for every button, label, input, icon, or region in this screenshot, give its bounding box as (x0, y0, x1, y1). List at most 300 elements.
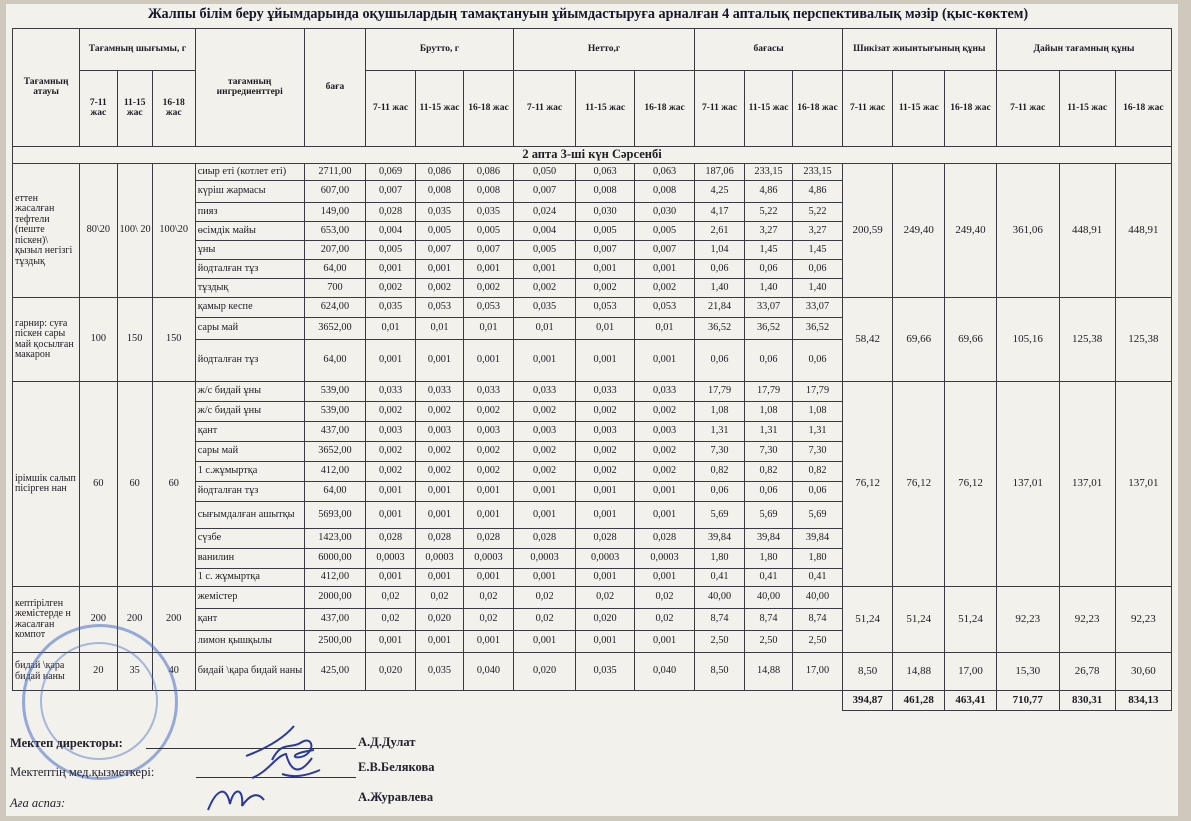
dish-raw-sum: 76,12 (842, 382, 893, 587)
ingredient-price: 2711,00 (304, 164, 366, 181)
ingredient-brutto: 0,01 (366, 318, 416, 340)
ingredient-netto: 0,0003 (513, 549, 576, 569)
ingredient-row (13, 653, 1172, 691)
ingredient-price: 64,00 (304, 482, 366, 502)
ingredient-netto: 0,035 (513, 298, 576, 318)
ingredient-netto: 0,053 (634, 298, 695, 318)
ingredient-name: тұздық (195, 279, 304, 298)
age-header-portion-age-16-18: 16-18 жас (152, 71, 195, 147)
ingredient-brutto: 0,002 (415, 462, 463, 482)
ingredient-netto: 0,003 (634, 422, 695, 442)
ingredient-name: ж/с бидай ұны (195, 402, 304, 422)
age-header-raw-age-7-11: 7-11 жас (842, 71, 893, 147)
ingredient-netto: 0,001 (576, 631, 634, 653)
ingredient-price: 539,00 (304, 382, 366, 402)
ingredient-name: 1 с. жұмыртқа (195, 569, 304, 587)
ingredient-netto: 0,028 (576, 529, 634, 549)
ingredient-netto: 0,035 (576, 653, 634, 691)
ingredient-brutto: 0,028 (415, 529, 463, 549)
dish-ready-price: 125,38 (1115, 298, 1171, 382)
age-header-portion-age-7-11: 7-11 жас (80, 71, 117, 147)
age-header-raw-age-11-15: 11-15 жас (893, 71, 945, 147)
ingredient-brutto: 0,001 (464, 340, 514, 382)
dish-raw-sum: 51,24 (945, 587, 997, 653)
ingredient-cost: 39,84 (793, 529, 843, 549)
dish-ready-price: 26,78 (1059, 653, 1115, 691)
ingredient-netto: 0,020 (513, 653, 576, 691)
total-ready-price: 834,13 (1115, 691, 1171, 711)
dish-portion: 200 (117, 587, 152, 653)
ingredient-cost: 1,08 (744, 402, 792, 422)
ingredient-cost: 1,40 (695, 279, 745, 298)
ingredient-price: 6000,00 (304, 549, 366, 569)
ingredient-cost: 0,06 (793, 340, 843, 382)
ingredient-cost: 0,41 (793, 569, 843, 587)
dish-ready-price: 137,01 (996, 382, 1059, 587)
ingredient-cost: 17,79 (744, 382, 792, 402)
dish-raw-sum: 249,40 (893, 164, 945, 298)
ingredient-netto: 0,02 (634, 609, 695, 631)
ingredient-cost: 4,86 (744, 181, 792, 203)
ingredient-brutto: 0,001 (415, 569, 463, 587)
ingredient-netto: 0,020 (576, 609, 634, 631)
document-sheet (6, 4, 1178, 816)
header-cost: бағасы (695, 29, 842, 71)
ingredient-cost: 7,30 (744, 442, 792, 462)
cook-label: Аға аспаз: (10, 796, 66, 810)
ingredient-netto: 0,001 (513, 502, 576, 529)
age-header-ready-age-7-11: 7-11 жас (996, 71, 1059, 147)
dish-name: кептірілген жемістерде н жасалған компот (13, 587, 80, 653)
ingredient-netto: 0,002 (634, 402, 695, 422)
ingredient-brutto: 0,004 (366, 222, 416, 241)
ingredient-price: 3652,00 (304, 318, 366, 340)
ingredient-netto: 0,001 (634, 569, 695, 587)
ingredient-cost: 2,61 (695, 222, 745, 241)
ingredient-name: ванилин (195, 549, 304, 569)
ingredient-brutto: 0,001 (366, 569, 416, 587)
ingredient-netto: 0,001 (513, 569, 576, 587)
ingredient-netto: 0,033 (513, 382, 576, 402)
ingredient-netto: 0,008 (576, 181, 634, 203)
ingredient-row (13, 382, 1172, 402)
ingredient-brutto: 0,01 (464, 318, 514, 340)
ingredient-name: сүзбе (195, 529, 304, 549)
ingredient-cost: 17,79 (793, 382, 843, 402)
ingredient-brutto: 0,001 (366, 482, 416, 502)
ingredient-name: қант (195, 609, 304, 631)
dish-portion: 35 (117, 653, 152, 691)
ingredient-brutto: 0,028 (366, 529, 416, 549)
ingredient-brutto: 0,002 (464, 279, 514, 298)
age-header-brutto-age-16-18: 16-18 жас (464, 71, 514, 147)
ingredient-brutto: 0,003 (464, 422, 514, 442)
ingredient-netto: 0,02 (576, 587, 634, 609)
ingredient-netto: 0,050 (513, 164, 576, 181)
ingredient-brutto: 0,02 (464, 587, 514, 609)
ingredient-brutto: 0,007 (366, 181, 416, 203)
ingredient-brutto: 0,005 (415, 222, 463, 241)
ingredient-brutto: 0,035 (415, 653, 463, 691)
ingredient-name: йодталған тұз (195, 340, 304, 382)
ingredient-cost: 33,07 (744, 298, 792, 318)
ingredient-price: 5693,00 (304, 502, 366, 529)
dish-raw-sum: 69,66 (893, 298, 945, 382)
ingredient-cost: 0,82 (793, 462, 843, 482)
ingredient-name: ұны (195, 241, 304, 260)
ingredient-netto: 0,002 (513, 442, 576, 462)
ingredient-price: 437,00 (304, 609, 366, 631)
ingredient-brutto: 0,008 (464, 181, 514, 203)
ingredient-brutto: 0,002 (464, 462, 514, 482)
ingredient-row (13, 298, 1172, 318)
dish-raw-sum: 58,42 (842, 298, 893, 382)
ingredient-price: 700 (304, 279, 366, 298)
ingredient-brutto: 0,001 (464, 260, 514, 279)
dish-ready-price: 15,30 (996, 653, 1059, 691)
dish-portion: 200 (152, 587, 195, 653)
nurse-name: Е.В.Белякова (358, 760, 435, 774)
ingredient-cost: 0,06 (744, 260, 792, 279)
ingredient-netto: 0,002 (576, 442, 634, 462)
ingredient-cost: 1,31 (793, 422, 843, 442)
ingredient-netto: 0,002 (513, 279, 576, 298)
ingredient-brutto: 0,02 (464, 609, 514, 631)
ingredient-cost: 8,74 (793, 609, 843, 631)
ingredient-brutto: 0,033 (464, 382, 514, 402)
ingredient-brutto: 0,0003 (366, 549, 416, 569)
ingredient-brutto: 0,040 (464, 653, 514, 691)
ingredient-netto: 0,005 (576, 222, 634, 241)
dish-ready-price: 105,16 (996, 298, 1059, 382)
ingredient-price: 207,00 (304, 241, 366, 260)
dish-raw-sum: 51,24 (893, 587, 945, 653)
ingredient-brutto: 0,007 (415, 241, 463, 260)
ingredient-netto: 0,001 (576, 502, 634, 529)
ingredient-row (13, 164, 1172, 181)
ingredient-cost: 1,08 (793, 402, 843, 422)
ingredient-brutto: 0,0003 (464, 549, 514, 569)
header-dish-name: Тағамның атауы (13, 29, 80, 147)
ingredient-brutto: 0,028 (464, 529, 514, 549)
header-ingredients: тағамның ингредиенттері (195, 29, 304, 147)
ingredient-netto: 0,001 (513, 631, 576, 653)
ingredient-brutto: 0,01 (415, 318, 463, 340)
ingredient-netto: 0,001 (576, 340, 634, 382)
ingredient-brutto: 0,002 (464, 442, 514, 462)
ingredient-netto: 0,001 (513, 260, 576, 279)
ingredient-price: 653,00 (304, 222, 366, 241)
ingredient-name: сиыр еті (котлет еті) (195, 164, 304, 181)
ingredient-cost: 1,80 (793, 549, 843, 569)
ingredient-brutto: 0,008 (415, 181, 463, 203)
dish-raw-sum: 76,12 (945, 382, 997, 587)
age-header-cost-age-11-15: 11-15 жас (744, 71, 792, 147)
ingredient-netto: 0,001 (634, 260, 695, 279)
dish-ready-price: 361,06 (996, 164, 1059, 298)
ingredient-brutto: 0,001 (366, 340, 416, 382)
ingredient-netto: 0,001 (634, 631, 695, 653)
ingredient-price: 437,00 (304, 422, 366, 442)
ingredient-cost: 21,84 (695, 298, 745, 318)
ingredient-name: сары май (195, 318, 304, 340)
ingredient-price: 2500,00 (304, 631, 366, 653)
ingredient-brutto: 0,001 (464, 631, 514, 653)
ingredient-cost: 39,84 (744, 529, 792, 549)
ingredient-name: өсімдік майы (195, 222, 304, 241)
dish-name: бидай \қара бидай наны (13, 653, 80, 691)
ingredient-netto: 0,001 (576, 569, 634, 587)
ingredient-brutto: 0,033 (415, 382, 463, 402)
ingredient-price: 3652,00 (304, 442, 366, 462)
ingredient-cost: 7,30 (793, 442, 843, 462)
header-netto: Нетто,г (513, 29, 695, 71)
ingredient-cost: 1,80 (695, 549, 745, 569)
ingredient-netto: 0,002 (634, 442, 695, 462)
ingredient-netto: 0,033 (576, 382, 634, 402)
dish-name: гарнир: суға піскен сары май қосылған макарон (13, 298, 80, 382)
ingredient-cost: 36,52 (744, 318, 792, 340)
cook-name: А.Журавлева (358, 790, 434, 804)
dish-ready-price: 92,23 (996, 587, 1059, 653)
ingredient-brutto: 0,001 (415, 631, 463, 653)
ingredient-name: сығымдалған ашытқы (195, 502, 304, 529)
header-raw-sum: Шикізат жиынтығының құны (842, 29, 996, 71)
ingredient-cost: 40,00 (793, 587, 843, 609)
director-label: Мектеп директоры: (10, 736, 123, 750)
ingredient-cost: 2,50 (744, 631, 792, 653)
ingredient-netto: 0,001 (513, 340, 576, 382)
ingredient-brutto: 0,035 (366, 298, 416, 318)
ingredient-netto: 0,003 (576, 422, 634, 442)
ingredient-brutto: 0,020 (366, 653, 416, 691)
document-title: Жалпы білім беру ұйымдарында оқушылардың тамақтануын ұйымдастыруға арналған 4 апталық перспективалық мәзір (қыс-көктем) (147, 6, 1029, 22)
ingredient-brutto: 0,001 (415, 502, 463, 529)
ingredient-cost: 14,88 (744, 653, 792, 691)
ingredient-cost: 0,41 (744, 569, 792, 587)
dish-raw-sum: 14,88 (893, 653, 945, 691)
ingredient-cost: 36,52 (695, 318, 745, 340)
dish-portion: 60 (152, 382, 195, 587)
ingredient-cost: 7,30 (695, 442, 745, 462)
ingredient-brutto: 0,001 (464, 482, 514, 502)
ingredient-price: 539,00 (304, 402, 366, 422)
ingredient-netto: 0,001 (634, 502, 695, 529)
ingredient-netto: 0,002 (634, 462, 695, 482)
dish-ready-price: 137,01 (1115, 382, 1171, 587)
ingredient-brutto: 0,001 (415, 340, 463, 382)
total-ready-price: 710,77 (996, 691, 1059, 711)
dish-ready-price: 125,38 (1059, 298, 1115, 382)
ingredient-brutto: 0,001 (366, 631, 416, 653)
ingredient-brutto: 0,003 (415, 422, 463, 442)
ingredient-brutto: 0,02 (415, 587, 463, 609)
ingredient-netto: 0,004 (513, 222, 576, 241)
dish-ready-price: 30,60 (1115, 653, 1171, 691)
header-price: баға (304, 29, 366, 147)
ingredient-netto: 0,001 (634, 482, 695, 502)
ingredient-netto: 0,02 (513, 587, 576, 609)
ingredient-brutto: 0,002 (415, 279, 463, 298)
director-name: А.Д.Дулат (358, 735, 416, 749)
ingredient-cost: 2,50 (793, 631, 843, 653)
ingredient-brutto: 0,086 (415, 164, 463, 181)
ingredient-brutto: 0,001 (415, 482, 463, 502)
ingredient-cost: 0,06 (744, 340, 792, 382)
ingredient-cost: 4,25 (695, 181, 745, 203)
ingredient-netto: 0,01 (634, 318, 695, 340)
ingredient-netto: 0,001 (576, 482, 634, 502)
ingredient-name: йодталған тұз (195, 260, 304, 279)
ingredient-netto: 0,002 (634, 279, 695, 298)
ingredient-netto: 0,01 (576, 318, 634, 340)
ingredient-netto: 0,024 (513, 203, 576, 222)
ingredient-cost: 1,31 (744, 422, 792, 442)
dish-portion: 100\20 (152, 164, 195, 298)
ingredient-cost: 0,82 (695, 462, 745, 482)
ingredient-name: жемістер (195, 587, 304, 609)
ingredient-netto: 0,007 (634, 241, 695, 260)
ingredient-brutto: 0,007 (464, 241, 514, 260)
ingredient-brutto: 0,035 (464, 203, 514, 222)
ingredient-netto: 0,007 (576, 241, 634, 260)
ingredient-brutto: 0,033 (366, 382, 416, 402)
ingredient-cost: 5,69 (695, 502, 745, 529)
ingredient-brutto: 0,02 (366, 609, 416, 631)
ingredient-brutto: 0,053 (464, 298, 514, 318)
ingredient-brutto: 0,003 (366, 422, 416, 442)
ingredient-netto: 0,002 (513, 462, 576, 482)
ingredient-cost: 3,27 (793, 222, 843, 241)
ingredient-brutto: 0,001 (366, 260, 416, 279)
ingredient-cost: 187,06 (695, 164, 745, 181)
dish-ready-price: 92,23 (1115, 587, 1171, 653)
ingredient-brutto: 0,002 (464, 402, 514, 422)
dish-ready-price: 448,91 (1059, 164, 1115, 298)
ingredient-price: 2000,00 (304, 587, 366, 609)
ingredient-cost: 39,84 (695, 529, 745, 549)
ingredient-cost: 1,80 (744, 549, 792, 569)
ingredient-name: лимон қышқылы (195, 631, 304, 653)
dish-name: ірімшік салып пісірген нан (13, 382, 80, 587)
ingredient-name: күріш жармасы (195, 181, 304, 203)
ingredient-cost: 0,06 (695, 260, 745, 279)
ingredient-name: қант (195, 422, 304, 442)
ingredient-name: пияз (195, 203, 304, 222)
ingredient-brutto: 0,002 (366, 279, 416, 298)
ingredient-price: 64,00 (304, 340, 366, 382)
dish-raw-sum: 76,12 (893, 382, 945, 587)
ingredient-cost: 0,06 (695, 340, 745, 382)
ingredient-cost: 4,17 (695, 203, 745, 222)
age-header-netto-age-16-18: 16-18 жас (634, 71, 695, 147)
ingredient-netto: 0,002 (576, 279, 634, 298)
ingredient-brutto: 0,028 (366, 203, 416, 222)
dish-portion: 100\ 20 (117, 164, 152, 298)
total-raw-sum: 463,41 (945, 691, 997, 711)
ingredient-netto: 0,0003 (634, 549, 695, 569)
dish-raw-sum: 249,40 (945, 164, 997, 298)
ingredient-brutto: 0,002 (366, 402, 416, 422)
menu-body (13, 147, 1172, 711)
ingredient-brutto: 0,002 (366, 462, 416, 482)
ingredient-cost: 233,15 (793, 164, 843, 181)
ingredient-cost: 2,50 (695, 631, 745, 653)
ingredient-netto: 0,063 (634, 164, 695, 181)
ingredient-brutto: 0,005 (366, 241, 416, 260)
ingredient-cost: 0,06 (793, 260, 843, 279)
ingredient-cost: 1,45 (744, 241, 792, 260)
ingredient-netto: 0,02 (634, 587, 695, 609)
ingredient-netto: 0,005 (513, 241, 576, 260)
dish-name: еттен жасалған тефтели (пеште піскен)\ қызыл негізгі тұздық (13, 164, 80, 298)
ingredient-netto: 0,033 (634, 382, 695, 402)
ingredient-price: 624,00 (304, 298, 366, 318)
ingredient-cost: 17,79 (695, 382, 745, 402)
ingredient-cost: 4,86 (793, 181, 843, 203)
total-raw-sum: 461,28 (893, 691, 945, 711)
ingredient-cost: 33,07 (793, 298, 843, 318)
ingredient-brutto: 0,053 (415, 298, 463, 318)
ingredient-cost: 36,52 (793, 318, 843, 340)
dish-portion: 80\20 (80, 164, 117, 298)
ingredient-netto: 0,002 (576, 402, 634, 422)
ingredient-name: 1 с.жұмыртқа (195, 462, 304, 482)
ingredient-cost: 1,08 (695, 402, 745, 422)
dish-raw-sum: 8,50 (842, 653, 893, 691)
ingredient-cost: 0,06 (695, 482, 745, 502)
ingredient-brutto: 0,002 (366, 442, 416, 462)
ingredient-netto: 0,063 (576, 164, 634, 181)
age-header-brutto-age-7-11: 7-11 жас (366, 71, 416, 147)
ingredient-cost: 5,22 (793, 203, 843, 222)
ingredient-netto: 0,003 (513, 422, 576, 442)
dish-portion: 60 (80, 382, 117, 587)
ingredient-netto: 0,001 (513, 482, 576, 502)
ingredient-brutto: 0,001 (415, 260, 463, 279)
ingredient-cost: 0,06 (744, 482, 792, 502)
dish-portion: 100 (80, 298, 117, 382)
ingredient-netto: 0,005 (634, 222, 695, 241)
ingredient-cost: 40,00 (695, 587, 745, 609)
ingredient-netto: 0,030 (634, 203, 695, 222)
age-header-cost-age-7-11: 7-11 жас (695, 71, 745, 147)
ingredient-cost: 1,45 (793, 241, 843, 260)
dish-ready-price: 137,01 (1059, 382, 1115, 587)
ingredient-brutto: 0,001 (366, 502, 416, 529)
ingredient-row (13, 587, 1172, 609)
dish-ready-price: 448,91 (1115, 164, 1171, 298)
header-portion: Тағамның шығымы, г (80, 29, 196, 71)
ingredient-cost: 40,00 (744, 587, 792, 609)
ingredient-price: 607,00 (304, 181, 366, 203)
ingredient-netto: 0,008 (634, 181, 695, 203)
ingredient-cost: 0,06 (793, 482, 843, 502)
ingredient-netto: 0,001 (576, 260, 634, 279)
ingredient-netto: 0,002 (513, 402, 576, 422)
ingredient-cost: 8,74 (744, 609, 792, 631)
age-header-brutto-age-11-15: 11-15 жас (415, 71, 463, 147)
total-ready-price: 830,31 (1059, 691, 1115, 711)
ingredient-name: қамыр кеспе (195, 298, 304, 318)
age-header-cost-age-16-18: 16-18 жас (793, 71, 843, 147)
totals-row (13, 691, 1172, 711)
age-header-portion-age-11-15: 11-15 жас (117, 71, 152, 147)
dish-portion: 60 (117, 382, 152, 587)
ingredient-price: 149,00 (304, 203, 366, 222)
cook-signature (202, 780, 272, 816)
ingredient-cost: 17,00 (793, 653, 843, 691)
